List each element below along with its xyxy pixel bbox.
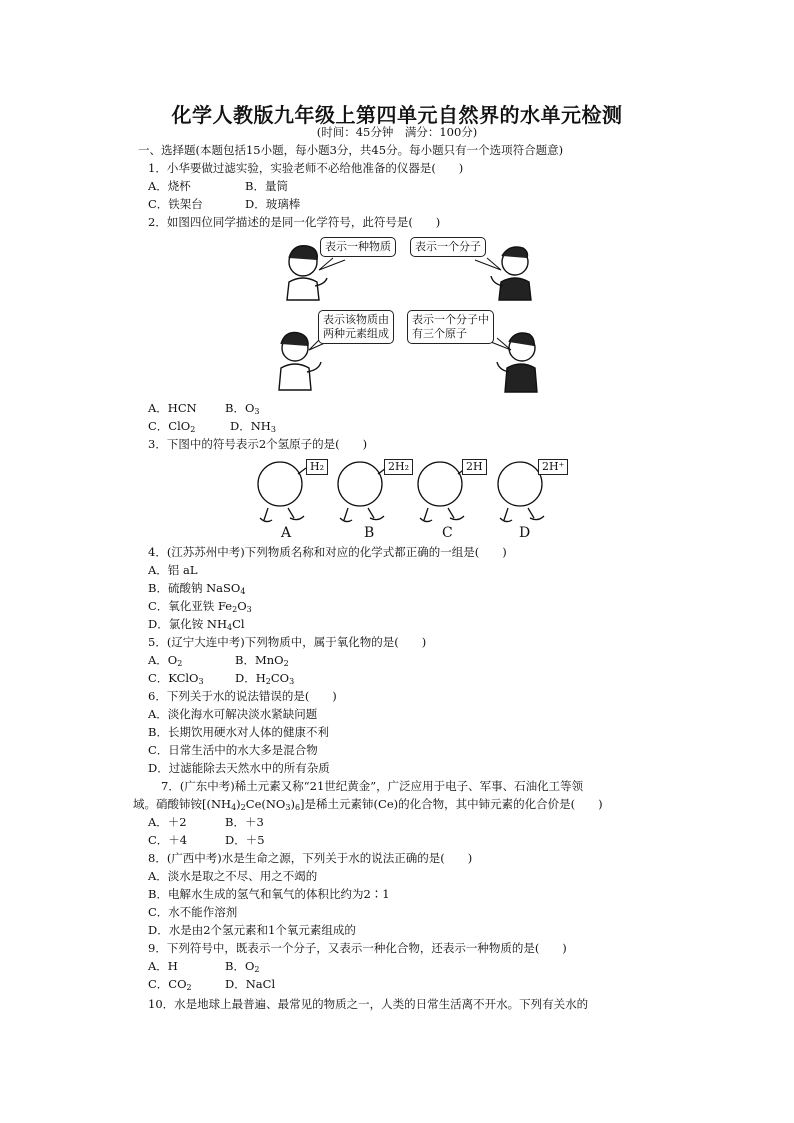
speech-bubble-1: 表示一种物质 (320, 237, 396, 257)
symbol-box-c: 2H (462, 459, 487, 475)
section-heading: 一、选择题(本题包括15小题，每小题3分，共45分。每小题只有一个选项符合题意) (138, 143, 564, 157)
q2-option-b: B．$O_3$ (225, 401, 260, 416)
question-6-stem: 6．下列关于水的说法错误的是( ) (148, 689, 337, 703)
question-1-stem: 1．小华要做过滤实验，实验老师不必给他准备的仪器是( ) (148, 161, 464, 175)
q1-option-b: B．量筒 (245, 179, 288, 193)
question-3-stem: 3．下图中的符号表示2个氢原子的是( ) (148, 437, 368, 451)
symbol-box-b: 2H₂ (384, 459, 413, 475)
q1-option-a: A．烧杯 (148, 179, 191, 193)
question-7-stem-line-2: 域。硝酸铈铵$[(NH_4)_2Ce(NO_3)_6]$是稀土元素铈(Ce)的化合物，其中铈元素的化合价是( ) (133, 797, 603, 812)
bubble-4-line-2: 有三个原子 (412, 327, 467, 340)
q4-option-a: A．铝 aL (148, 563, 198, 577)
q5-option-a: A．$O_2$ (148, 653, 183, 668)
q8-option-a: A．淡水是取之不尽、用之不竭的 (148, 869, 318, 883)
question-8-stem: 8．(广西中考)水是生命之源，下列关于水的说法正确的是( ) (148, 851, 473, 865)
q5-option-b: B．MnO$_2$ (235, 653, 289, 668)
q6-option-c: C．日常生活中的水大多是混合物 (148, 743, 318, 757)
speech-bubble-3 (318, 310, 394, 344)
question-5-stem: 5．(辽宁大连中考)下列物质中，属于氧化物的是( ) (148, 635, 427, 649)
q5-option-c: C．KClO$_3$ (148, 671, 204, 686)
question-4-stem: 4．(江苏苏州中考)下列物质名称和对应的化学式都正确的一组是( ) (148, 545, 507, 559)
q6-option-a: A．淡化海水可解决淡水紧缺问题 (148, 707, 318, 721)
q7-option-b: B．＋3 (225, 815, 264, 829)
q4-option-b: B．硫酸钠 NaSO$_4$ (148, 581, 246, 596)
bubble-3-line-2: 两种元素组成 (323, 327, 389, 340)
atom-figures (250, 456, 580, 526)
q2-option-d: D．$NH_3$ (230, 419, 276, 434)
q6-option-d: D．过滤能除去天然水中的所有杂质 (148, 761, 330, 775)
q8-option-b: B．电解水生成的氢气和氧气的体积比约为2∶1 (148, 887, 390, 901)
q1-option-d: D．玻璃棒 (245, 197, 301, 211)
figure-label-b: B (364, 525, 375, 541)
bubble-4-line-1: 表示一个分子中 (412, 313, 489, 326)
q9-option-b: B．$O_2$ (225, 959, 260, 974)
q2-option-a: A．HCN (148, 401, 197, 415)
symbol-box-d: 2H⁺ (538, 459, 568, 475)
question-9-stem: 9．下列符号中，既表示一个分子，又表示一种化合物，还表示一种物质的是( ) (148, 941, 567, 955)
question-7-stem-line-1: 7．(广东中考)稀土元素又称“21世纪黄金”，广泛应用于电子、军事、石油化工等领 (161, 779, 584, 793)
figure-label-c: C (442, 525, 453, 541)
q9-option-c: C．$CO_2$ (148, 977, 192, 992)
q2-option-c: C．ClO$_2$ (148, 419, 196, 434)
page-title: 化学人教版九年级上第四单元自然界的水单元检测 (171, 103, 623, 127)
question-2-stem: 2．如图四位同学描述的是同一化学符号，此符号是( ) (148, 215, 441, 229)
bubble-3-line-1: 表示该物质由 (323, 313, 389, 326)
q1-option-c: C．铁架台 (148, 197, 203, 211)
figure-label-a: A (281, 525, 292, 541)
q8-option-c: C．水不能作溶剂 (148, 905, 238, 919)
speech-bubble-2: 表示一个分子 (410, 237, 486, 257)
exam-time-score: (时间：45分钟 满分：100分) (316, 125, 478, 139)
figure-label-d: D (519, 525, 531, 541)
q6-option-b: B．长期饮用硬水对人体的健康不利 (148, 725, 329, 739)
q4-option-c: C．氧化亚铁 $Fe_2O_3$ (148, 599, 252, 614)
q7-option-d: D．＋5 (225, 833, 265, 847)
symbol-box-a: H₂ (306, 459, 328, 475)
q4-option-d: D．氯化铵 $NH_4Cl$ (148, 617, 245, 632)
speech-bubble-4 (407, 310, 494, 344)
q9-option-a: A．H (148, 959, 178, 973)
q7-option-a: A．＋2 (148, 815, 187, 829)
q8-option-d: D．水是由2个氢元素和1个氧元素组成的 (148, 923, 356, 937)
q7-option-c: C．＋4 (148, 833, 188, 847)
q5-option-d: D．$H_2CO_3$ (235, 671, 295, 686)
question-10-stem: 10．水是地球上最普遍、最常见的物质之一，人类的日常生活离不开水。下列有关水的 (148, 997, 589, 1011)
q9-option-d: D．NaCl (225, 977, 276, 991)
